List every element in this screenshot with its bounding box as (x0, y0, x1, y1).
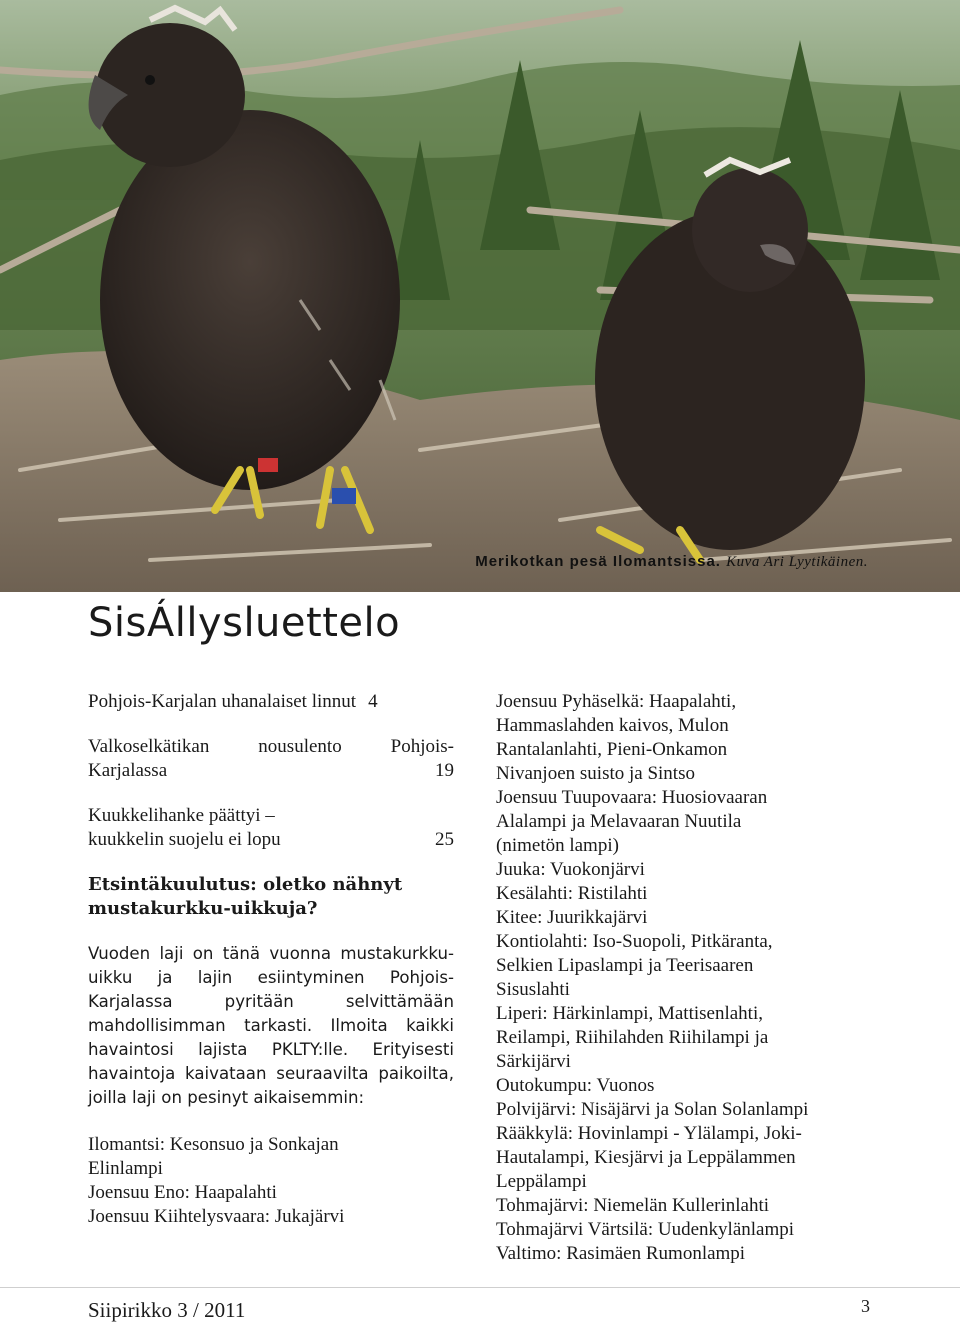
list-item: Hammaslahden kaivos, Mulon (496, 715, 729, 736)
toc-entry-title-line2: kuukkelin suojelu ei lopu (88, 829, 281, 850)
list-item: Joensuu Pyhäselkä: Haapalahti, (496, 691, 737, 712)
page-title: SisÁllysluettelo (88, 600, 401, 646)
list-item: Ilomantsi: Kesonsuo ja Sonkajan (88, 1134, 339, 1155)
photo-caption (475, 553, 868, 571)
notice-heading: Etsintäkuulutus: oletko nähnyt mustakurkku-uikkuja? (88, 874, 403, 919)
footer-divider (0, 1287, 960, 1288)
list-item: Rantalanlahti, Pieni-Onkamon (496, 739, 728, 760)
eaglet-nest-photo (0, 0, 960, 592)
places-list-right (496, 690, 876, 1266)
toc-entry[interactable] (88, 804, 454, 852)
toc-entry-page: 25 (435, 829, 454, 850)
places-list-left (88, 1133, 454, 1229)
list-item: Särkijärvi (496, 1051, 571, 1072)
list-item: Sisuslahti (496, 979, 570, 1000)
list-item: Joensuu Tuupovaara: Huosiovaaran (496, 787, 768, 808)
caption-credit: Kuva Ari Lyytikäinen. (726, 554, 868, 570)
list-item: (nimetön lampi) (496, 835, 619, 856)
list-item: Liperi: Härkinlampi, Mattisenlahti, (496, 1003, 763, 1024)
toc-entry-title: Pohjois-Karjalan uhanalaiset linnut (88, 691, 357, 712)
toc-entry-title-line1: Valkoselkätikan nousulento Pohjois- (88, 736, 454, 757)
publication-name: Siipirikko 3 / 2011 (88, 1298, 246, 1322)
list-item: Kitee: Juurikkajärvi (496, 907, 648, 928)
list-item: Tohmajärvi Värtsilä: Uudenkylänlampi (496, 1219, 795, 1240)
left-column (88, 690, 454, 1229)
toc-entry-title-line1: Kuukkelihanke päättyi – (88, 805, 275, 826)
list-item: Outokumpu: Vuonos (496, 1075, 655, 1096)
list-item: Juuka: Vuokonjärvi (496, 859, 645, 880)
notice-body: Vuoden laji on tänä vuonna mustakurkku-uikku ja lajin esiintyminen Pohjois-Karjalassa pyritään selvittämään mahdollisimman tarkasti. Ilmoita kaikki havaintosi lajista PKLTY:lle. Erityisesti havaintoja kaivataan seuraavilta paikoilta, joilla laji on pesinyt aikaisemmin: (88, 944, 454, 1107)
toc-entry-page: 4 (368, 691, 378, 712)
list-item: Alalampi ja Melavaaran Nuutila (496, 811, 742, 832)
list-item: Tohmajärvi: Niemelän Kullerinlahti (496, 1195, 770, 1216)
page-number: 3 (861, 1296, 870, 1316)
list-item: Leppälampi (496, 1171, 587, 1192)
toc-entry[interactable] (88, 690, 454, 714)
list-item: Nivanjoen suisto ja Sintso (496, 763, 695, 784)
toc-entry-page: 19 (435, 760, 454, 781)
list-item: Kesälahti: Ristilahti (496, 883, 648, 904)
list-item: Joensuu Eno: Haapalahti (88, 1182, 277, 1203)
list-item: Rääkkylä: Hovinlampi - Ylälampi, Joki- (496, 1123, 802, 1144)
caption-lead: Merikotkan pesä Ilomantsissa. (475, 553, 721, 570)
list-item: Elinlampi (88, 1158, 163, 1179)
toc-entry-title-line2: Karjalassa (88, 760, 168, 781)
list-item: Hautalampi, Kiesjärvi ja Leppälammen (496, 1147, 796, 1168)
toc-entry[interactable] (88, 735, 454, 783)
list-item: Polvijärvi: Nisäjärvi ja Solan Solanlampi (496, 1099, 809, 1120)
list-item: Valtimo: Rasimäen Rumonlampi (496, 1243, 746, 1264)
list-item: Reilampi, Riihilahden Riihilampi ja (496, 1027, 769, 1048)
list-item: Joensuu Kiihtelysvaara: Jukajärvi (88, 1206, 345, 1227)
list-item: Kontiolahti: Iso-Suopoli, Pitkäranta, (496, 931, 773, 952)
list-item: Selkien Lipaslampi ja Teerisaaren (496, 955, 754, 976)
